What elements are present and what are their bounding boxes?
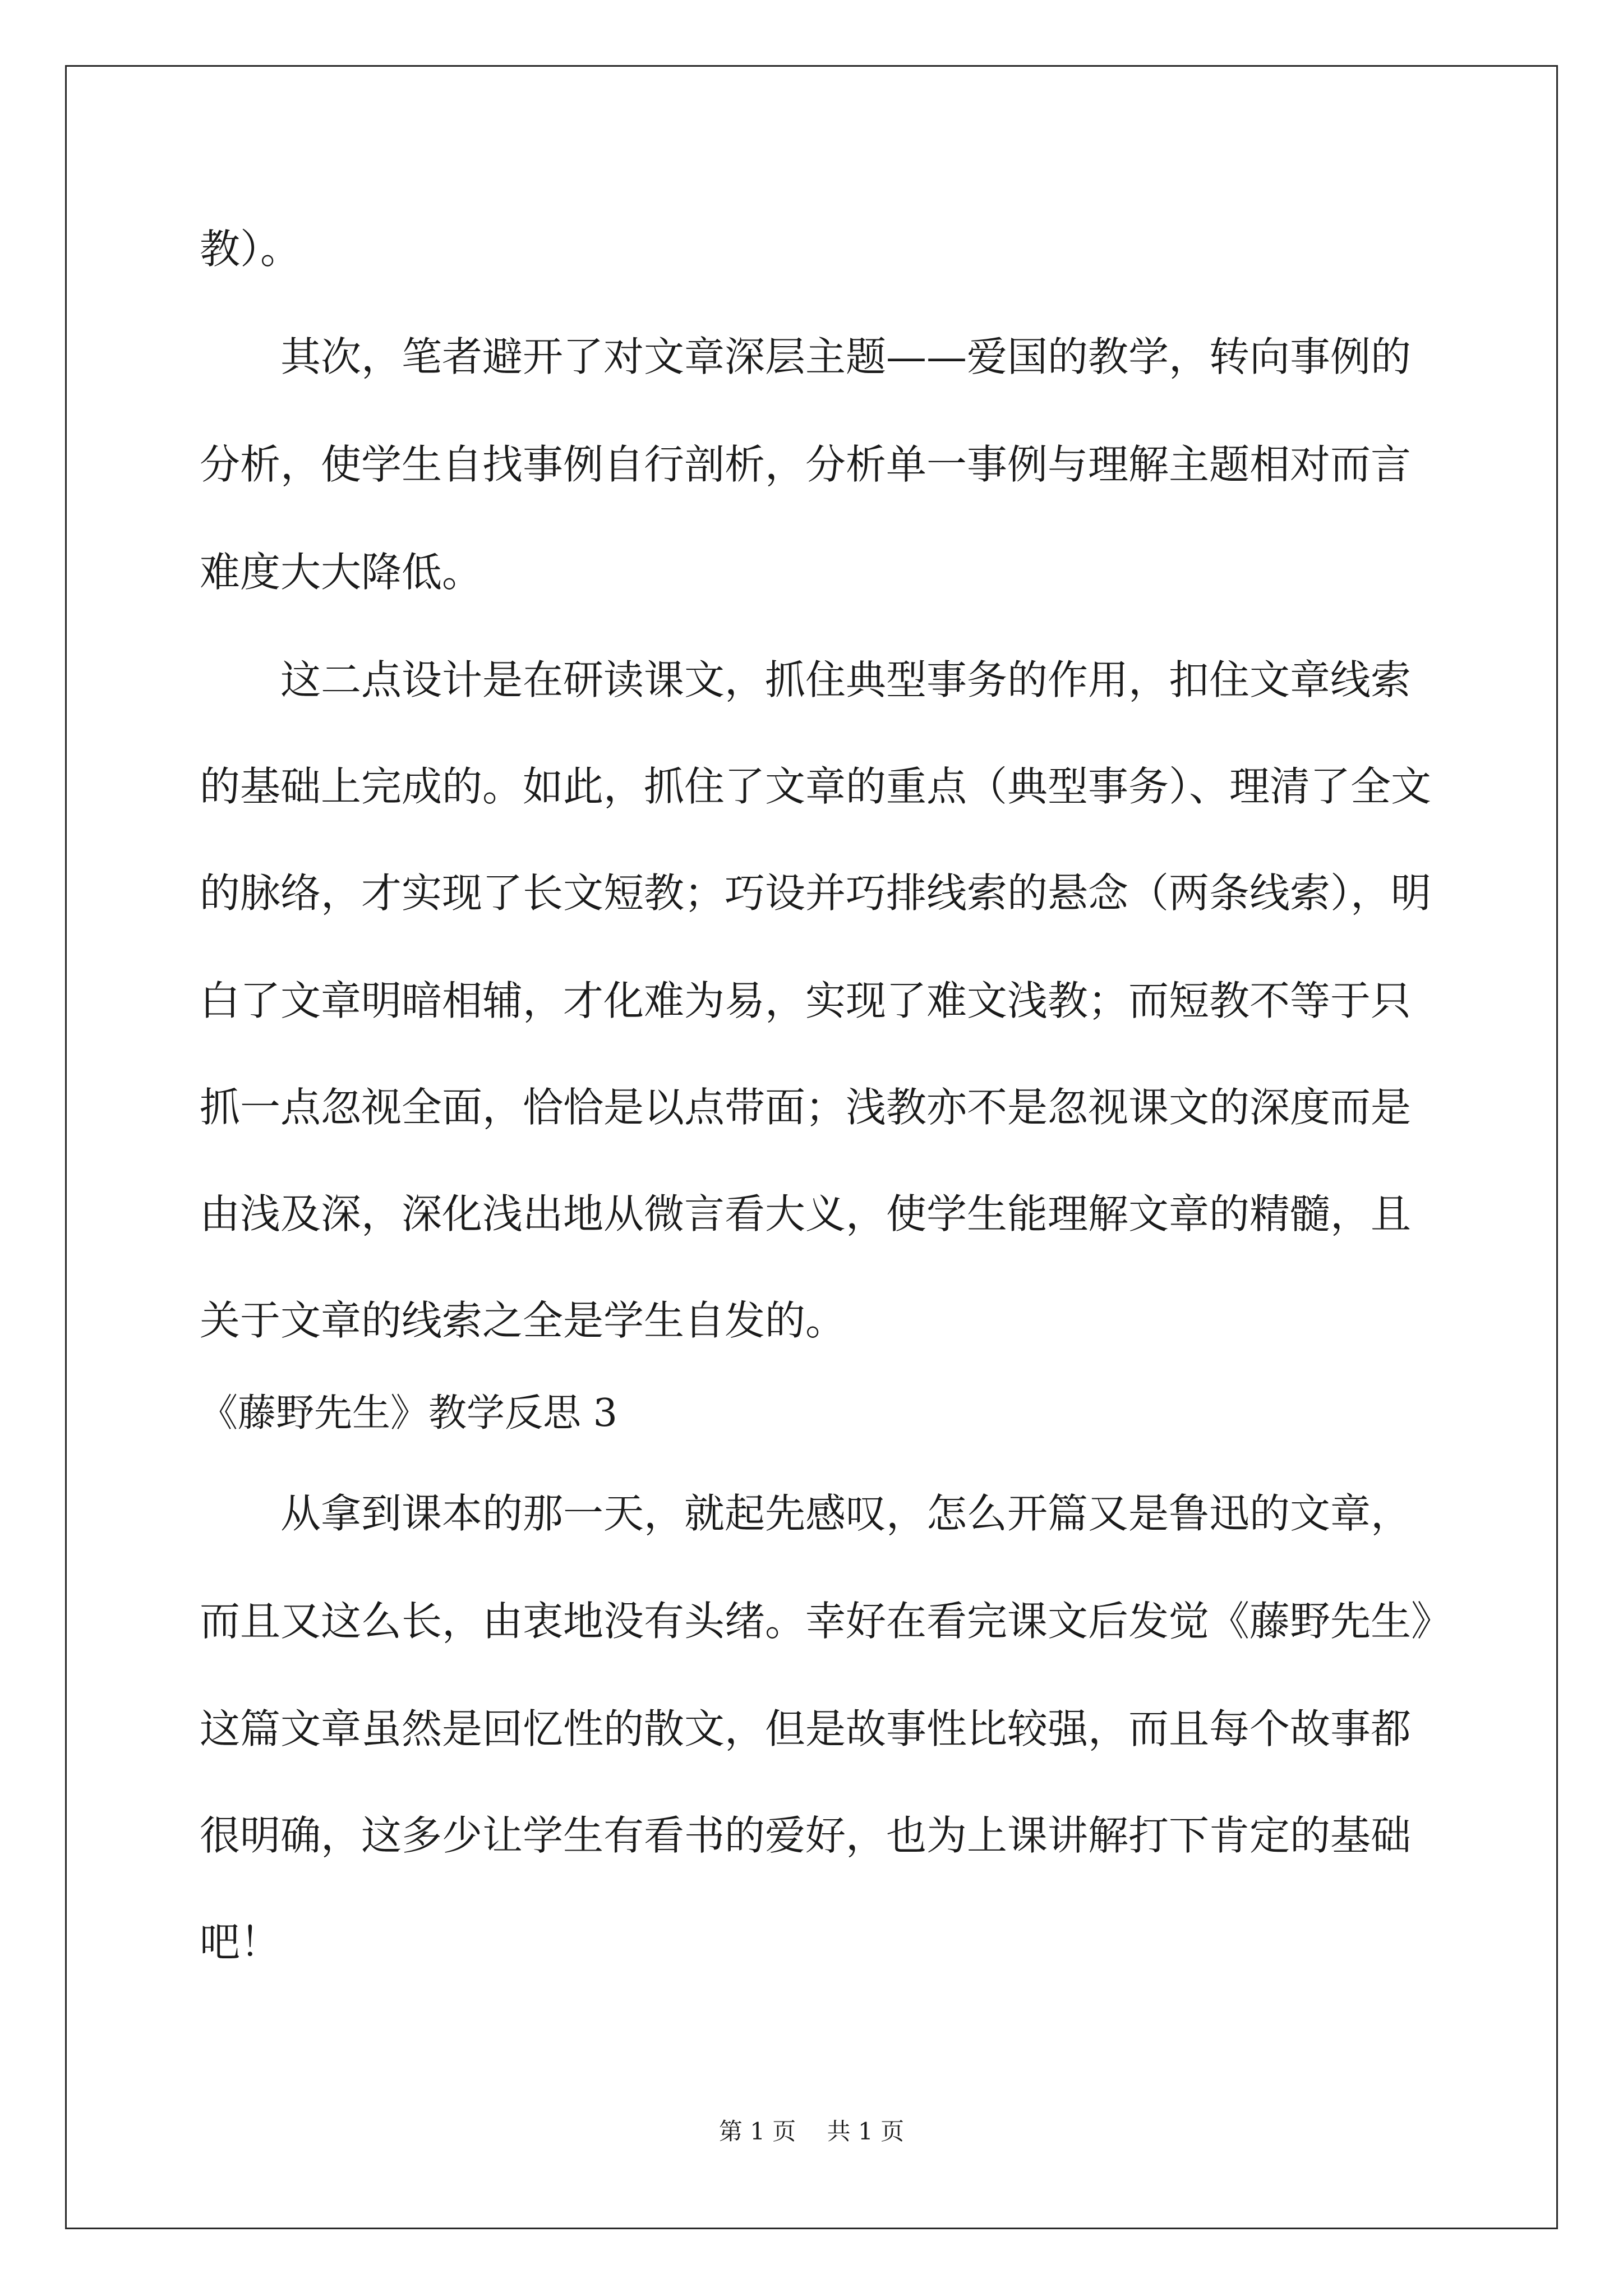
text-line: 教）。 <box>200 226 301 273</box>
paragraph-first-line: 从拿到课本的那一天，就起先感叹，怎么开篇又是鲁迅的文章， <box>280 1490 1412 1537</box>
page-footer <box>0 2115 1623 2148</box>
text-line: 抓一点忽视全面，恰恰是以点带面；浅教亦不是忽视课文的深度而是 <box>200 1084 1412 1131</box>
text-line: 难度大大降低。 <box>200 549 483 596</box>
page-border <box>65 65 1558 2229</box>
paragraph-first-line: 这二点设计是在研读课文，抓住典型事务的作用，扣住文章线索 <box>280 656 1412 703</box>
text-line: 白了文章明暗相辅，才化难为易，实现了难文浅教；而短教不等于只 <box>200 977 1412 1024</box>
page-number: 第 1 页 <box>718 2118 796 2145</box>
paragraph-first-line: 其次，笔者避开了对文章深层主题——爱国的教学，转向事例的 <box>280 333 1412 380</box>
text-line: 吧！ <box>200 1918 281 1966</box>
text-line: 关于文章的线索之全是学生自发的。 <box>200 1297 846 1344</box>
section-heading: 《藤野先生》教学反思 3 <box>200 1391 617 1435</box>
text-line: 分析，使学生自找事例自行剖析，分析单一事例与理解主题相对而言 <box>200 441 1412 488</box>
total-pages: 共 1 页 <box>827 2118 905 2145</box>
text-line: 的脉络，才实现了长文短教；巧设并巧排线索的悬念（两条线索），明 <box>200 869 1432 917</box>
text-line: 这篇文章虽然是回忆性的散文，但是故事性比较强，而且每个故事都 <box>200 1705 1412 1752</box>
text-line: 的基础上完成的。如此，抓住了文章的重点（典型事务）、理清了全文 <box>200 763 1432 810</box>
text-line: 而且又这么长，由衷地没有头绪。幸好在看完课文后发觉《藤野先生》 <box>200 1598 1452 1645</box>
text-line: 很明确，这多少让学生有看书的爱好，也为上课讲解打下肯定的基础 <box>200 1812 1412 1859</box>
text-line: 由浅及深，深化浅出地从微言看大义，使学生能理解文章的精髓，且 <box>200 1190 1412 1237</box>
